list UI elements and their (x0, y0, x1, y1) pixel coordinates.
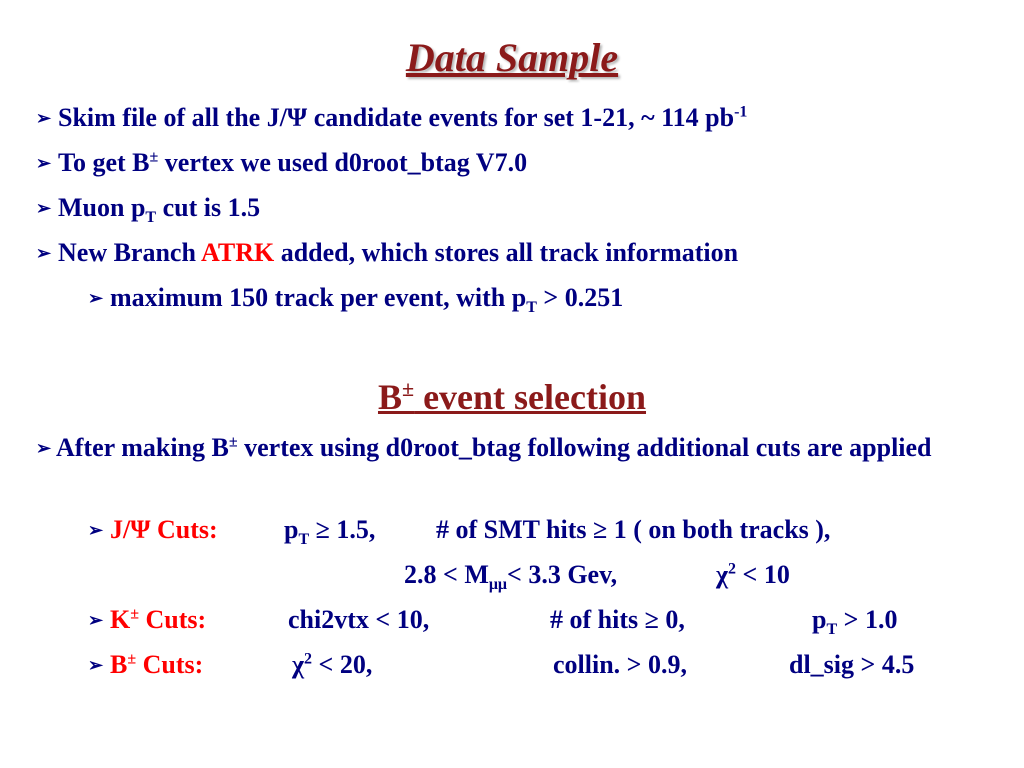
superscript: -1 (734, 103, 748, 121)
jpsi-mass-cut (404, 560, 618, 594)
subscript: μμ (488, 576, 507, 594)
superscript: ± (127, 650, 137, 668)
b-cuts-row (88, 650, 203, 680)
label-text: Cuts: (136, 650, 204, 679)
bullet-b-vertex (36, 148, 527, 178)
arrow-bullet-icon: ➢ (88, 520, 104, 540)
arrow-bullet-icon: ➢ (36, 108, 52, 128)
label-text: B (110, 650, 128, 679)
slide-title: Data Sample (405, 35, 619, 80)
bullet-text: vertex using d0root_btag following additional cuts are applied (237, 433, 932, 462)
kaon-hits-cut: # of hits ≥ 0, (550, 605, 685, 634)
cut-text: p (812, 605, 827, 634)
arrow-bullet-icon: ➢ (36, 153, 52, 173)
jpsi-cuts-label: J/Ψ Cuts: (110, 515, 218, 544)
atrk-highlight: ATRK (201, 238, 275, 267)
bullet-text: > 0.251 (536, 283, 624, 312)
bullet-text: vertex we used d0root_btag V7.0 (158, 148, 528, 177)
kaon-cuts-label (110, 605, 206, 634)
kaon-pt-cut (812, 605, 898, 639)
cut-text: ≥ 1.5, (309, 515, 376, 544)
jpsi-pt-cut (284, 515, 376, 549)
bullet-text: After making B (56, 433, 229, 462)
bullet-text: Muon p (58, 193, 146, 222)
superscript: ± (149, 148, 159, 166)
selection-intro (36, 433, 996, 463)
bullet-new-branch (36, 238, 738, 268)
arrow-bullet-icon: ➢ (88, 610, 104, 630)
bullet-max-tracks (88, 283, 624, 317)
bullet-skim-file (36, 103, 747, 133)
kaon-cuts-row (88, 605, 206, 635)
subscript: T (526, 299, 537, 317)
subscript: T (145, 209, 157, 227)
arrow-bullet-icon: ➢ (88, 288, 104, 308)
cut-text: < 3.3 Gev, (507, 560, 618, 589)
bullet-text: New Branch (58, 238, 201, 267)
bullet-text: To get B (58, 148, 150, 177)
jpsi-chi2-cut (716, 560, 790, 590)
superscript: ± (130, 605, 140, 623)
arrow-bullet-icon: ➢ (88, 655, 104, 675)
bullet-text: added, which stores all track information (274, 238, 739, 267)
superscript: ± (402, 376, 415, 401)
arrow-bullet-icon: ➢ (36, 243, 52, 263)
superscript: ± (228, 433, 238, 451)
section-title-event-selection (0, 376, 1024, 418)
cut-text: < 20, (312, 650, 373, 679)
cut-text: χ (292, 650, 305, 679)
kaon-chi2vtx-cut: chi2vtx < 10, (288, 605, 430, 634)
subscript: T (826, 621, 838, 639)
jpsi-cuts-row (88, 515, 218, 545)
section-title-text: B (377, 377, 402, 417)
cut-text: χ (716, 560, 729, 589)
bullet-muon-pt (36, 193, 261, 227)
section-title-text: event selection (414, 377, 647, 417)
superscript: 2 (728, 560, 737, 578)
label-text: Cuts: (139, 605, 207, 634)
cut-text: 2.8 < M (404, 560, 489, 589)
subscript: T (298, 531, 310, 549)
bullet-text: Skim file of all the J/Ψ candidate events for set 1-21, ~ 114 pb (58, 103, 735, 132)
cut-text: < 10 (736, 560, 790, 589)
b-chi2-cut (292, 650, 372, 680)
b-cuts-label (110, 650, 203, 679)
jpsi-smt-hits-cut: # of SMT hits ≥ 1 ( on both tracks ), (436, 515, 831, 544)
cut-text: p (284, 515, 299, 544)
cut-text: > 1.0 (837, 605, 898, 634)
arrow-bullet-icon: ➢ (36, 198, 52, 218)
arrow-bullet-icon: ➢ (36, 438, 52, 458)
superscript: 2 (304, 650, 313, 668)
bullet-text: maximum 150 track per event, with p (110, 283, 527, 312)
b-collin-cut: collin. > 0.9, (553, 650, 687, 679)
b-dlsig-cut: dl_sig > 4.5 (789, 650, 915, 679)
bullet-text: cut is 1.5 (156, 193, 261, 222)
label-text: K (110, 605, 131, 634)
